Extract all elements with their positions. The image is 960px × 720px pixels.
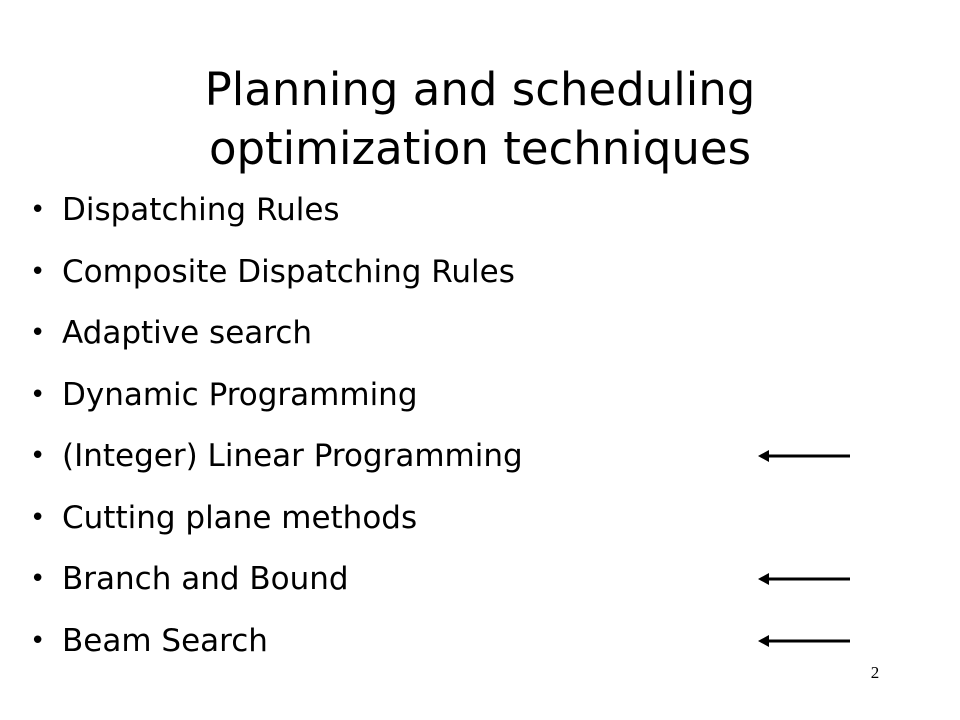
bullet-dot: • xyxy=(30,379,46,410)
bullet-label: (Integer) Linear Programming xyxy=(62,438,523,474)
bullet-dot: • xyxy=(30,195,46,225)
bullet-item-dispatching-rules xyxy=(0,186,960,248)
bullet-item-integer-linear-programming xyxy=(0,432,960,494)
bullet-dot: • xyxy=(30,318,46,348)
bullet-dot: • xyxy=(30,625,46,656)
left-arrow-icon xyxy=(758,449,850,463)
bullet-label: Dispatching Rules xyxy=(62,192,340,228)
bullet-item-beam-search xyxy=(0,617,960,679)
bullet-item-branch-and-bound xyxy=(0,555,960,617)
bullet-dot: • xyxy=(30,441,46,471)
bullet-label: Branch and Bound xyxy=(62,561,349,597)
left-arrow-icon xyxy=(758,572,850,586)
left-arrow-icon xyxy=(758,634,850,648)
bullet-list xyxy=(0,186,960,678)
bullet-label: Cutting plane methods xyxy=(62,499,418,536)
slide-title xyxy=(0,60,960,178)
bullet-dot: • xyxy=(30,256,46,287)
title-line: Planning and scheduling xyxy=(204,63,756,117)
bullet-dot: • xyxy=(30,564,46,594)
bullet-item-cutting-plane-methods xyxy=(0,494,960,556)
bullet-label: Adaptive search xyxy=(62,315,313,351)
bullet-item-adaptive-search xyxy=(0,309,960,371)
bullet-item-dynamic-programming xyxy=(0,371,960,433)
bullet-label: Dynamic Programming xyxy=(62,376,418,413)
title-line: optimization techniques xyxy=(208,122,752,176)
bullet-dot: • xyxy=(30,502,46,533)
bullet-label: Composite Dispatching Rules xyxy=(62,253,515,290)
bullet-item-composite-dispatching-rules xyxy=(0,248,960,310)
bullet-label: Beam Search xyxy=(62,622,268,659)
page-number: 2 xyxy=(870,663,880,682)
